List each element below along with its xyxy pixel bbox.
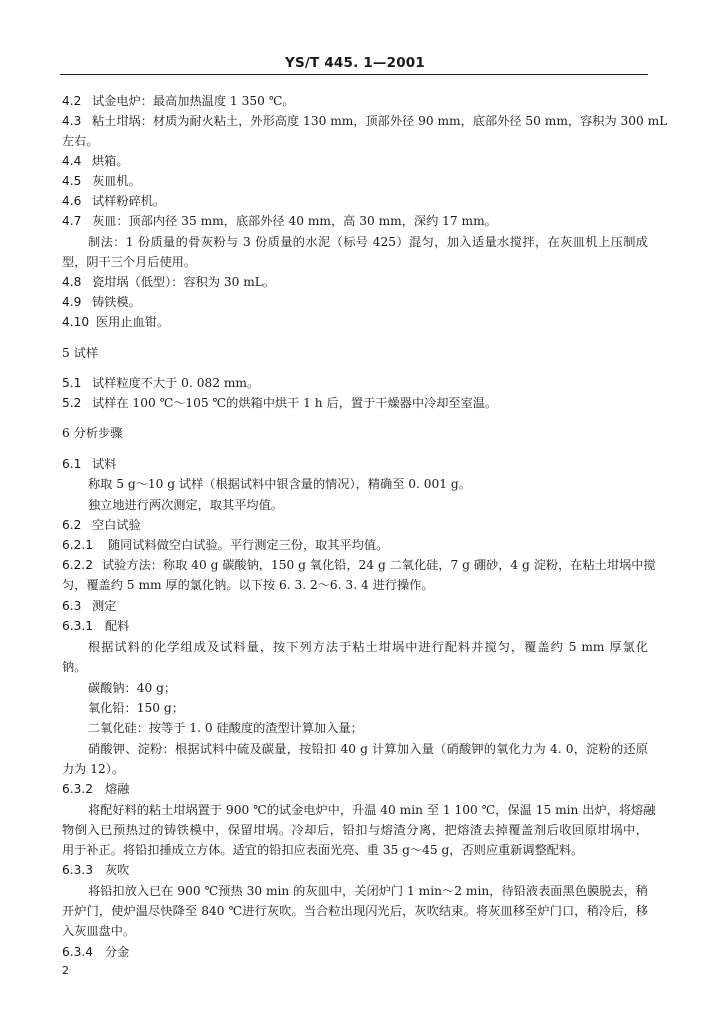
item-number: 4.4 [62, 154, 82, 168]
clause-number: 6.2 [62, 518, 82, 532]
standard-number-header: YS/T 445. 1—2001 [284, 55, 425, 71]
item-text: 试样粉碎机。 [92, 194, 166, 208]
paragraph-text-continued: 型，阴干三个月后使用。 [62, 255, 197, 269]
item-number: 4.2 [62, 94, 82, 108]
clause-text-continued: 匀，覆盖约 5 mm 厚的氯化钠。以下按 6. 3. 2～6. 3. 4 进行操作。 [62, 578, 434, 592]
item-text: 瓷坩埚（低型）：容积为 30 mL。 [92, 275, 276, 289]
item-number: 4.9 [62, 295, 82, 309]
item-text: 铸铁模。 [92, 295, 141, 309]
list-line: 碳酸钠：40 g； [88, 681, 177, 695]
item-text: 试样粒度不大于 0. 082 mm。 [92, 376, 260, 390]
paragraph-text: 根据试料的化学组成及试料量，按下列方法于粘土坩埚中进行配料并搅匀，覆盖约 5 mm 厚氯化 [88, 640, 648, 654]
item-number: 4.10 [62, 315, 90, 329]
paragraph-text: 将铅扣放入已在 900 ℃预热 30 min 的灰皿中，关闭炉门 1 min～2 min，待铅液表面黑色膜脱去，稍 [88, 884, 648, 898]
item-number: 4.7 [62, 214, 82, 228]
item-text-continued: 左右。 [62, 134, 99, 148]
section-heading: 6 分析步骤 [62, 426, 123, 440]
clause-number: 6.3.4 [62, 945, 94, 959]
paragraph-text: 独立地进行两次测定，取其平均值。 [88, 498, 283, 512]
item-text: 灰皿：顶部内径 35 mm，底部外径 40 mm，高 30 mm，深约 17 mm。 [92, 214, 497, 228]
item-text: 粘土坩埚：材质为耐火粘土，外形高度 130 mm，顶部外径 90 mm，底部外径 50 mm，容积为 300 mL [92, 114, 668, 128]
clause-title: 熔融 [105, 782, 130, 796]
item-number: 5.1 [62, 376, 82, 390]
section-heading: 5 试样 [62, 346, 99, 360]
clause-number: 6.3.2 [62, 782, 94, 796]
item-text: 烘箱。 [92, 154, 129, 168]
clause-number: 6.3.3 [62, 863, 94, 877]
clause-number: 6.1 [62, 457, 82, 471]
header-rule [60, 74, 648, 75]
clause-title: 配料 [105, 619, 130, 633]
paragraph-text: 开炉门，使炉温尽快降至 840 ℃进行灰吹。当合粒出现闪光后，灰吹结束。将灰皿移至炉门口，稍冷后，移 [62, 904, 648, 918]
list-line: 硝酸钾、淀粉：根据试料中硫及碳量，按铅扣 40 g 计算加入量（硝酸钾的氧化力为 4. 0，淀粉的还原 [88, 742, 648, 756]
clause-number: 6.2.2 [62, 558, 94, 572]
clause-text: 试验方法：称取 40 g 碳酸钠，150 g 氧化铅，24 g 二氧化硅，7 g 硼砂，4 g 淀粉，在粘土坩埚中搅 [102, 558, 656, 572]
paragraph-text: 制法：1 份质量的骨灰粉与 3 份质量的水泥（标号 425）混匀，加入适量水搅拌，在灰皿机上压制成 [88, 235, 648, 249]
clause-text: 随同试料做空白试验。平行测定三份，取其平均值。 [108, 538, 389, 552]
clause-title: 试料 [92, 457, 117, 471]
page-number: 2 [62, 964, 69, 977]
paragraph-text: 将配好料的粘土坩埚置于 900 ℃的试金电炉中，升温 40 min 至 1 100 ℃，保温 15 min 出炉，将熔融 [88, 803, 656, 817]
item-number: 5.2 [62, 396, 82, 410]
paragraph-text: 称取 5 g～10 g 试样（根据试料中银含量的情况），精确至 0. 001 g。 [88, 477, 471, 491]
clause-number: 6.3 [62, 599, 82, 613]
clause-title: 测定 [92, 599, 117, 613]
clause-title: 空白试验 [92, 518, 141, 532]
item-text: 医用止血钳。 [96, 315, 170, 329]
paragraph-text: 入灰皿盘中。 [62, 924, 136, 938]
clause-title: 灰吹 [105, 863, 130, 877]
list-line-continued: 力为 12）。 [62, 762, 125, 776]
paragraph-text: 物倒入已预热过的铸铁模中，保留坩埚。冷却后，铅扣与熔渣分离，把熔渣去掉覆盖剂后收回原坩埚中， [62, 823, 648, 837]
item-number: 4.5 [62, 174, 82, 188]
item-number: 4.3 [62, 114, 82, 128]
item-text: 试样在 100 ℃～105 ℃的烘箱中烘干 1 h 后，置于干燥器中冷却至室温。 [92, 396, 498, 410]
paragraph-text-continued: 钠。 [62, 660, 87, 674]
item-number: 4.6 [62, 194, 82, 208]
clause-number: 6.3.1 [62, 619, 94, 633]
item-text: 灰皿机。 [92, 174, 141, 188]
paragraph-text: 用于补正。将铅扣捶成立方体。适宜的铅扣应表面光亮、重 35 g～45 g，否则应重新调整配料。 [62, 843, 584, 857]
clause-title: 分金 [105, 945, 130, 959]
list-line: 氧化铅：150 g； [88, 701, 184, 715]
item-number: 4.8 [62, 275, 82, 289]
clause-number: 6.2.1 [62, 538, 94, 552]
list-line: 二氧化硅：按等于 1. 0 硅酸度的渣型计算加入量； [88, 721, 363, 735]
item-text: 试金电炉：最高加热温度 1 350 ℃。 [92, 94, 295, 108]
